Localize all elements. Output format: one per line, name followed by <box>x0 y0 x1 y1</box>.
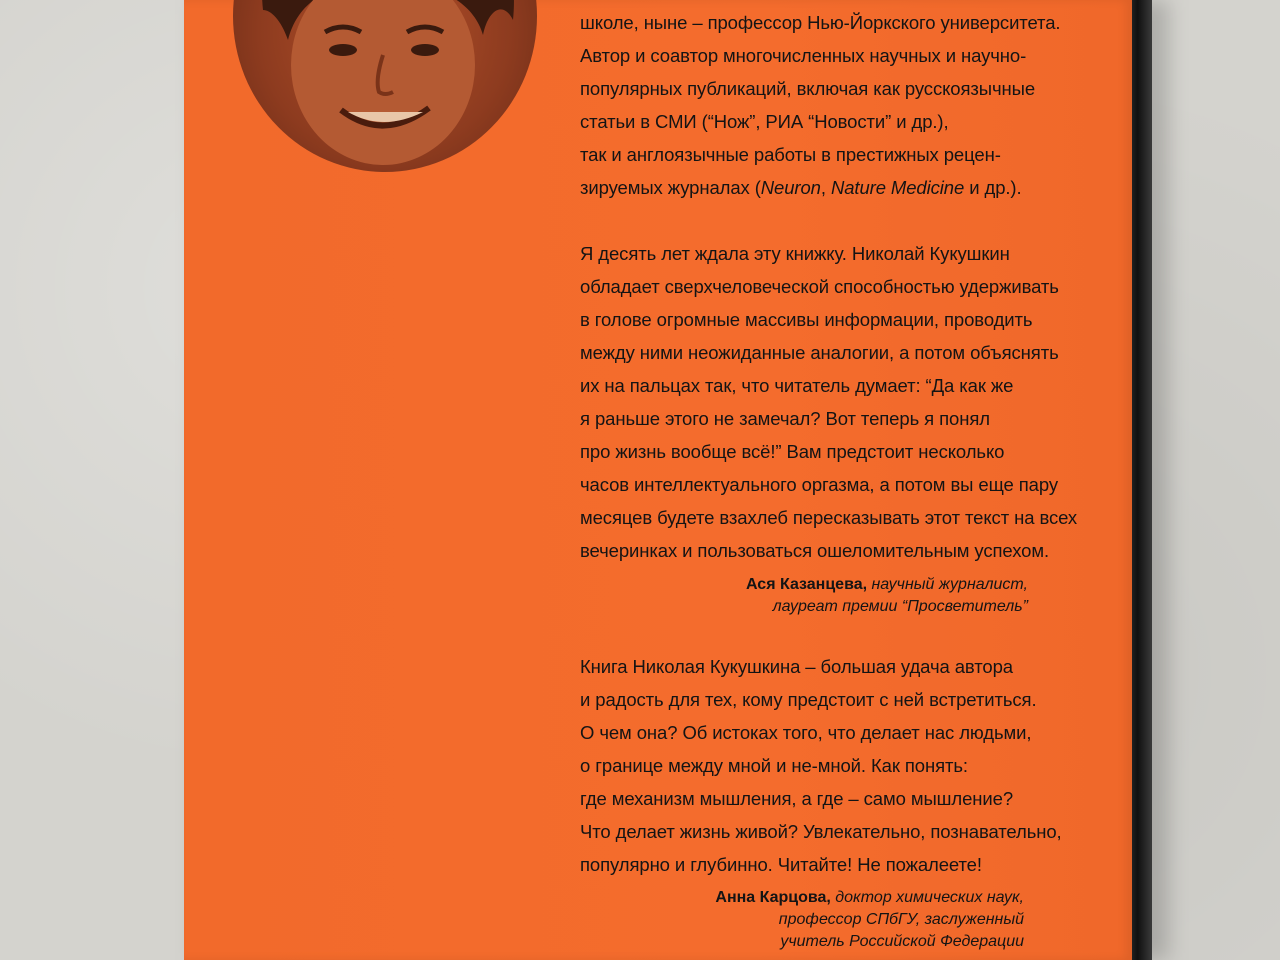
journal-name: Neuron <box>760 177 821 198</box>
bio-line <box>580 171 1060 204</box>
attribution-line <box>715 887 1024 909</box>
review-attribution <box>746 574 1028 618</box>
reviewer-role: учитель Российской Федерации <box>780 933 1024 950</box>
bio-text: , <box>820 177 831 198</box>
review-kazantseva <box>580 237 1077 567</box>
reviewer-role: лауреат премии “Просветитель” <box>772 598 1028 615</box>
bio-line: так и англоязычные работы в престижных рецен- <box>580 144 1001 165</box>
reviewer-role: доктор химических наук, <box>830 889 1024 906</box>
review-line: Что делает жизнь живой? Увлекательно, познавательно, <box>580 821 1062 842</box>
review-line: вечеринках и пользоваться ошеломительным успехом. <box>580 540 1050 561</box>
bio-text: и др.). <box>964 177 1022 198</box>
review-line: Я десять лет ждала эту книжку. Николай Кукушкин <box>580 243 1010 264</box>
review-line: я раньше этого не замечал? Вот теперь я понял <box>580 408 990 429</box>
review-attribution <box>715 887 1024 953</box>
journal-name: Nature Medicine <box>830 177 965 198</box>
review-kartsova <box>580 650 1062 881</box>
bio-line: статьи в СМИ (“Нож”, РИА “Новости” и др.), <box>580 111 949 132</box>
review-line: и радость для тех, кому предстоит с ней встретиться. <box>580 689 1037 710</box>
review-line: обладает сверхчеловеческой способностью удерживать <box>580 276 1059 297</box>
review-line: между ними неожиданные аналогии, а потом объяснять <box>580 342 1059 363</box>
bio-text: зируемых журналах ( <box>580 177 761 198</box>
review-line: Книга Николая Кукушкина – большая удача автора <box>580 656 1013 677</box>
reviewer-role: научный журналист, <box>867 576 1028 593</box>
author-bio <box>580 6 1060 204</box>
review-line: часов интеллектуального оргазма, а потом вы еще пару <box>580 474 1058 495</box>
bio-line: популярных публикаций, включая как русскоязычные <box>580 78 1036 99</box>
review-line: О чем она? Об истоках того, что делает нас людьми, <box>580 722 1032 743</box>
review-line: о границе между мной и не-мной. Как понять: <box>580 755 968 776</box>
attribution-line <box>746 574 1028 596</box>
reviewer-name: Ася Казанцева, <box>745 576 868 593</box>
review-line: месяцев будете взахлеб пересказывать этот текст на всех <box>580 507 1078 528</box>
review-line: их на пальцах так, что читатель думает: “Да как же <box>580 375 1014 396</box>
review-line: популярно и глубинно. Читайте! Не пожалеете! <box>580 854 982 875</box>
review-line: где механизм мышления, а где – само мышление? <box>580 788 1014 809</box>
review-line: про жизнь вообще всё!” Вам предстоит несколько <box>580 441 1005 462</box>
reviewer-role: профессор СПбГУ, заслуженный <box>778 911 1024 928</box>
reviewer-name: Анна Карцова, <box>715 889 831 906</box>
bio-line: школе, ныне – профессор Нью-Йоркского университета. <box>580 12 1061 33</box>
bio-line: Автор и соавтор многочисленных научных и научно- <box>580 45 1027 66</box>
review-line: в голове огромные массивы информации, проводить <box>580 309 1033 330</box>
